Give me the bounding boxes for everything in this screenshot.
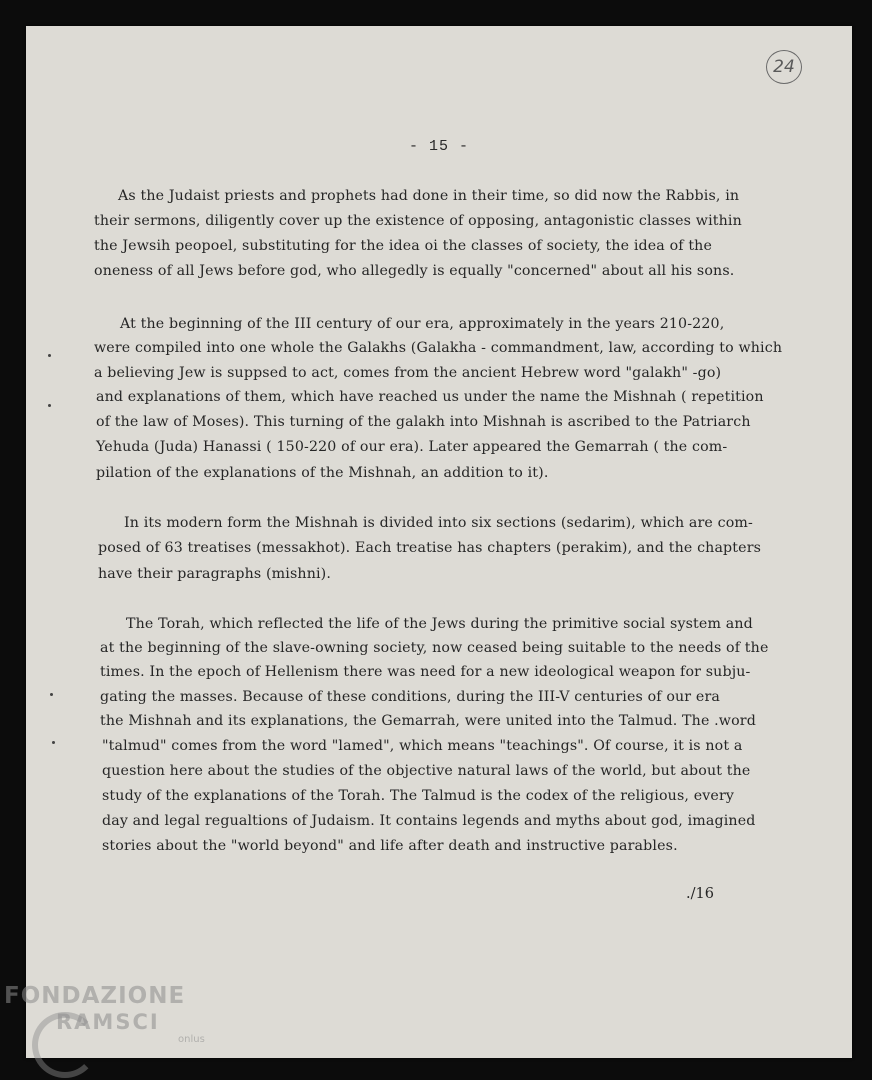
watermark-line-1: FONDAZIONE bbox=[4, 983, 186, 1009]
text-line: In its modern form the Mishnah is divided into six sections (sedarim), which are com- bbox=[124, 515, 753, 531]
text-line: and explanations of them, which have reached us under the name the Mishnah ( repetition bbox=[96, 389, 764, 405]
text-line: gating the masses. Because of these conditions, during the III-V centuries of our era bbox=[100, 689, 720, 705]
margin-speck bbox=[50, 693, 53, 696]
text-line: Yehuda (Juda) Hanassi ( 150-220 of our era). Later appeared the Gemarrah ( the com- bbox=[96, 439, 728, 455]
watermark-line-3: onlus bbox=[178, 1034, 205, 1045]
text-line: The Torah, which reflected the life of the Jews during the primitive social system and bbox=[126, 616, 753, 632]
archive-stamp: 24 bbox=[766, 50, 802, 84]
watermark-line-2: RAMSCI bbox=[56, 1010, 160, 1034]
text-line: have their paragraphs (mishni). bbox=[98, 566, 332, 582]
text-line: posed of 63 treatises (messakhot). Each treatise has chapters (perakim), and the chapters bbox=[98, 540, 762, 556]
text-line: As the Judaist priests and prophets had done in their time, so did now the Rabbis, in bbox=[118, 188, 740, 204]
text-line: the Mishnah and its explanations, the Gemarrah, were united into the Talmud. The .word bbox=[100, 713, 756, 729]
continuation-marker: ./16 bbox=[686, 886, 714, 902]
text-line: At the beginning of the III century of our era, approximately in the years 210-220, bbox=[120, 316, 725, 332]
text-line: times. In the epoch of Hellenism there was need for a new ideological weapon for subju- bbox=[100, 664, 751, 680]
text-line: at the beginning of the slave-owning society, now ceased being suitable to the needs of the bbox=[100, 640, 769, 656]
text-line: oneness of all Jews before god, who allegedly is equally "concerned" about all his sons. bbox=[94, 263, 735, 279]
text-line: "talmud" comes from the word "lamed", which means "teachings". Of course, it is not a bbox=[102, 738, 743, 754]
text-line: study of the explanations of the Torah. The Talmud is the codex of the religious, every bbox=[102, 788, 735, 804]
text-line: their sermons, diligently cover up the existence of opposing, antagonistic classes within bbox=[94, 213, 742, 229]
margin-speck bbox=[48, 354, 51, 357]
margin-speck bbox=[52, 741, 55, 744]
text-line: a believing Jew is suppsed to act, comes from the ancient Hebrew word "galakh" -go) bbox=[94, 365, 722, 381]
margin-speck bbox=[48, 404, 51, 407]
text-line: the Jewsih peopoel, substituting for the idea oi the classes of society, the idea of the bbox=[94, 238, 713, 254]
text-line: question here about the studies of the objective natural laws of the world, but about the bbox=[102, 763, 751, 779]
text-line: of the law of Moses). This turning of the galakh into Mishnah is ascribed to the Patriarch bbox=[96, 414, 751, 430]
text-line: day and legal regualtions of Judaism. It contains legends and myths about god, imagined bbox=[102, 813, 756, 829]
page-number: - 15 - bbox=[408, 138, 469, 155]
watermark bbox=[4, 985, 205, 1045]
text-line: were compiled into one whole the Galakhs (Galakha - commandment, law, according to which bbox=[94, 340, 783, 356]
document-page bbox=[26, 26, 852, 1058]
text-line: stories about the "world beyond" and life after death and instructive parables. bbox=[102, 838, 678, 854]
text-line: pilation of the explanations of the Mishnah, an addition to it). bbox=[96, 465, 549, 481]
